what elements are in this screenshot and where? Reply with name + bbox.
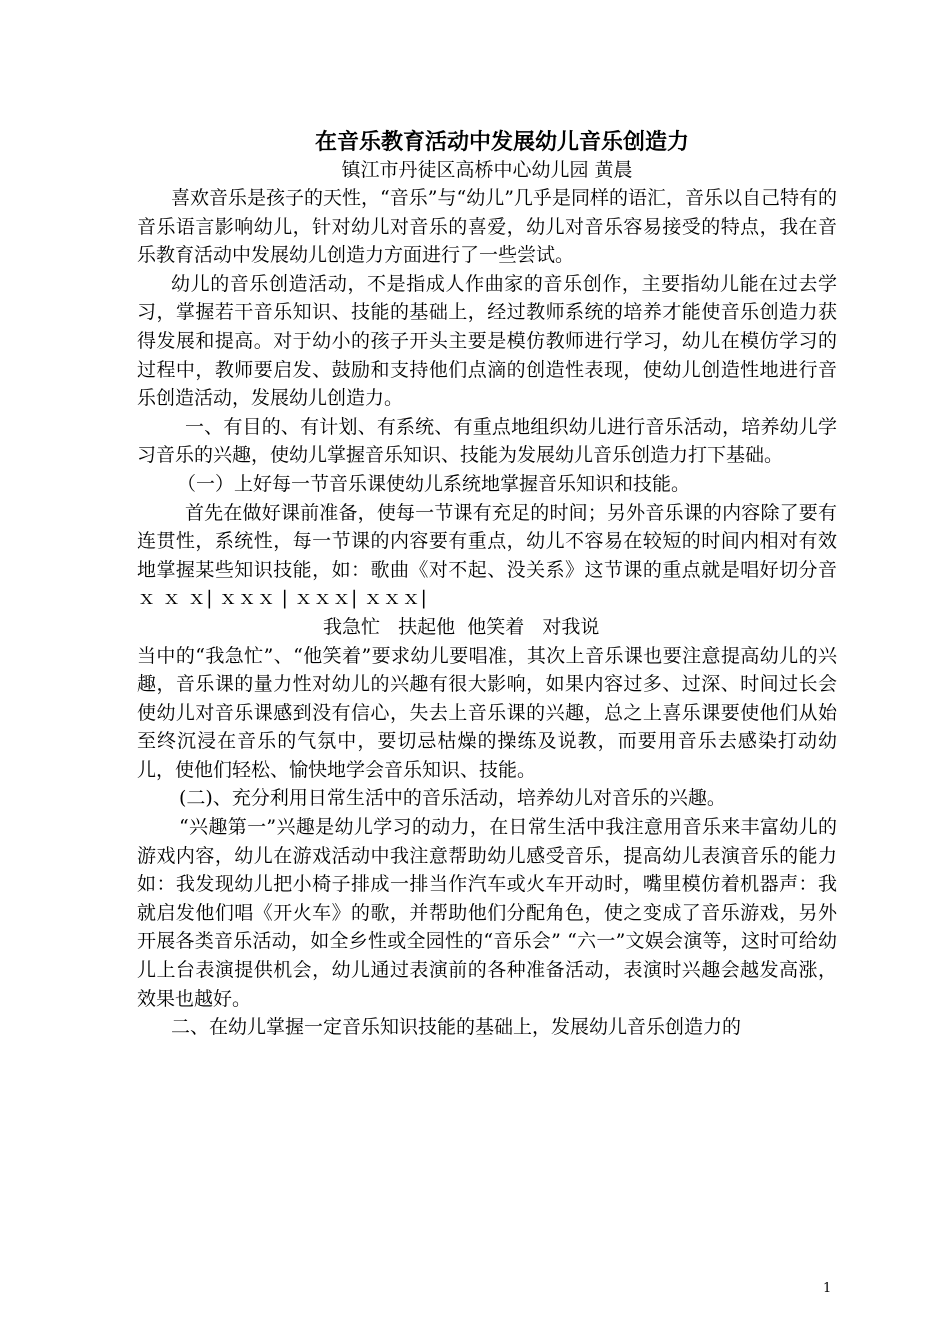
lyrics-line: 我急忙 扶起他 他笑着 对我说 xyxy=(323,615,600,638)
paragraph-creativity-definition: 幼儿的音乐创造活动，不是指成人作曲家的音乐创作，主要指幼儿能在过去学习，掌握若干音乐知识、技能的基础上，经过教师系统的培养才能使音乐创造力获得发展和提高。对于幼小的孩子开头主要是模仿教师进行学习，幼儿在模仿学习的过程中，教师要启发、鼓励和支持他们点滴的创造性表现，使幼儿创造性地进行音乐创造活动，发展幼儿创造力。 xyxy=(137,272,837,410)
paragraph-lesson-prep: 首先在做好课前准备，使每一节课有充足的时间；另外音乐课的内容除了要有连贯性，系统性，每一节课的内容要有重点，幼儿不容易在较短的时间内相对有效地掌握某些知识技能，如：歌曲《对不起、没关系》这节课的重点就是唱好切分音ｘ ｘ ｘ| ｘｘｘ | ｘｘｘ| ｘｘｘ| xyxy=(137,501,837,610)
subsection-heading-one: （一）上好每一节音乐课使幼儿系统地掌握音乐知识和技能。 xyxy=(177,472,691,495)
paragraph-singing-interest: 当中的“我急忙”、“他笑着”要求幼儿要唱准，其次上音乐课也要注意提高幼儿的兴趣，音乐课的量力性对幼儿的兴趣有很大影响，如果内容过多、过深、时间过长会使幼儿对音乐课感到没有信心，失去上音乐课的兴趣，总之上喜乐课要使他们从始至终沉浸在音乐的气氛中，要切忌枯燥的操练及说教，而要用音乐去感染打动幼儿，使他们轻松、愉快地学会音乐知识、技能。 xyxy=(137,644,837,781)
paragraph-interest-first: “兴趣第一”兴趣是幼儿学习的动力，在日常生活中我注意用音乐来丰富幼儿的游戏内容，幼儿在游戏活动中我注意帮助幼儿感受音乐，提高幼儿表演音乐的能力如：我发现幼儿把小椅子排成一排当作汽车或火车开动时，嘴里模仿着机器声：我就启发他们唱《开火车》的歌，并帮助他们分配角色，使之变成了音乐游戏，另外开展各类音乐活动，如全乡性或全园性的“音乐会” “六一”文娱会演等，这时可给幼儿上台表演提供机会，幼儿通过表演前的各种准备活动，表演时兴趣会越发高涨，效果也越好。 xyxy=(137,816,837,1010)
section-heading-one: 一、有目的、有计划、有系统、有重点地组织幼儿进行音乐活动，培养幼儿学习音乐的兴趣，使幼儿掌握音乐知识、技能为发展幼儿音乐创造力打下基础。 xyxy=(137,415,837,467)
page-number: 1 xyxy=(823,1281,832,1296)
subsection-heading-two: (二)、充分利用日常生活中的音乐活动，培养幼儿对音乐的兴趣。 xyxy=(179,787,726,810)
document-title: 在音乐教育活动中发展幼儿音乐创造力 xyxy=(314,129,689,155)
document-body xyxy=(137,128,837,1042)
paragraph-intro: 喜欢音乐是孩子的天性，“音乐”与“幼儿”几乎是同样的语汇，音乐以自己特有的音乐语言影响幼儿，针对幼儿对音乐的喜爱，幼儿对音乐容易接受的特点，我在音乐教育活动中发展幼儿创造力方面进行了一些尝试。 xyxy=(137,187,837,267)
author-line: 镇江市丹徒区高桥中心幼儿园 黄晨 xyxy=(341,159,633,181)
section-heading-two: 二、在幼儿掌握一定音乐知识技能的基础上，发展幼儿音乐创造力的 xyxy=(171,1016,742,1039)
